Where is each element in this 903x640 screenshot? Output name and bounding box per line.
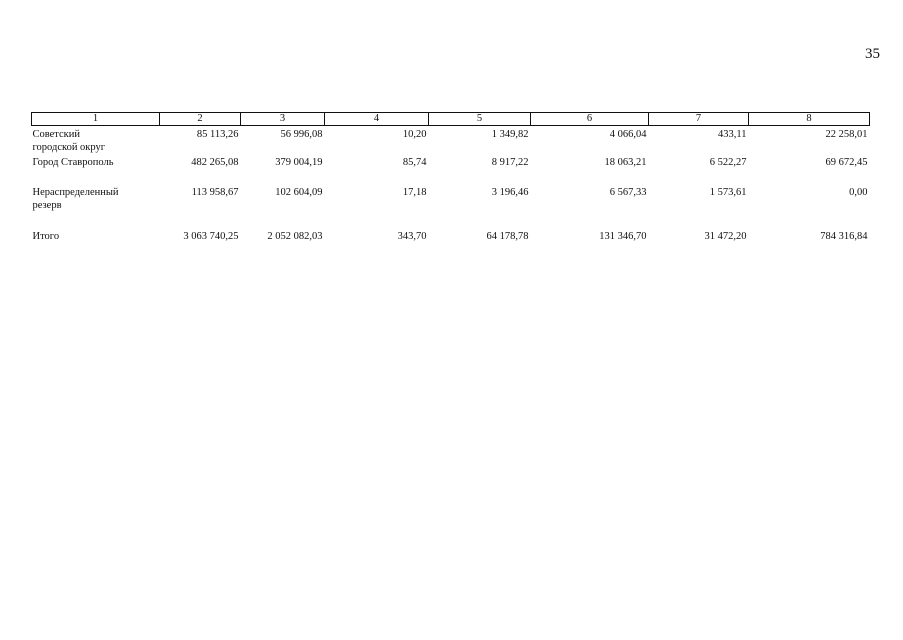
row-name-line: Нераспределенный xyxy=(32,187,119,198)
column-header: 3 xyxy=(241,113,325,126)
row-name-line: Советский xyxy=(32,129,81,140)
table-row xyxy=(32,184,870,230)
header-row xyxy=(32,113,870,126)
row-name-line: Итого xyxy=(32,231,60,242)
value-cell: 17,18 xyxy=(402,187,427,198)
value-cell: 8 917,22 xyxy=(491,157,529,168)
table-header xyxy=(32,113,870,126)
value-cell: 0,00 xyxy=(849,187,868,198)
row-name-cell xyxy=(32,230,160,244)
table-body xyxy=(32,126,870,245)
value-cell: 784 316,84 xyxy=(820,231,868,242)
value-cell: 56 996,08 xyxy=(280,129,323,140)
page-number: 35 xyxy=(865,46,880,62)
value-cell: 64 178,78 xyxy=(486,231,529,242)
row-name-line: Город Ставрополь xyxy=(32,157,114,168)
column-header: 1 xyxy=(32,113,160,126)
value-cell: 131 346,70 xyxy=(599,231,647,242)
value-cell: 113 958,67 xyxy=(191,187,239,198)
row-name-line: городской округ xyxy=(32,142,106,153)
value-cell: 69 672,45 xyxy=(825,157,868,168)
value-cell: 85 113,26 xyxy=(196,129,239,140)
row-name-cell xyxy=(32,156,160,184)
value-cell: 343,70 xyxy=(397,231,427,242)
column-header: 8 xyxy=(749,113,870,126)
row-name-cell xyxy=(32,184,160,230)
value-cell: 4 066,04 xyxy=(609,129,647,140)
value-cell: 31 472,20 xyxy=(704,231,747,242)
value-cell: 433,11 xyxy=(718,129,747,140)
value-cell: 10,20 xyxy=(402,129,427,140)
value-cell: 22 258,01 xyxy=(825,129,868,140)
data-table xyxy=(31,112,870,244)
column-header: 4 xyxy=(325,113,429,126)
column-header: 2 xyxy=(160,113,241,126)
value-cell: 1 349,82 xyxy=(491,129,529,140)
column-header: 7 xyxy=(649,113,749,126)
value-cell: 2 052 082,03 xyxy=(267,231,323,242)
column-header: 5 xyxy=(429,113,531,126)
value-cell: 6 567,33 xyxy=(609,187,647,198)
table-row xyxy=(32,126,870,157)
table-row xyxy=(32,156,870,184)
value-cell: 3 196,46 xyxy=(491,187,529,198)
value-cell: 379 004,19 xyxy=(275,157,323,168)
value-cell: 85,74 xyxy=(402,157,427,168)
value-cell: 18 063,21 xyxy=(604,157,647,168)
row-name-cell xyxy=(32,126,160,157)
value-cell: 1 573,61 xyxy=(709,187,747,198)
value-cell: 482 265,08 xyxy=(191,157,239,168)
total-row xyxy=(32,230,870,244)
column-header: 6 xyxy=(531,113,649,126)
value-cell: 3 063 740,25 xyxy=(183,231,239,242)
value-cell: 6 522,27 xyxy=(709,157,747,168)
row-name-line: резерв xyxy=(32,200,62,211)
value-cell: 102 604,09 xyxy=(275,187,323,198)
